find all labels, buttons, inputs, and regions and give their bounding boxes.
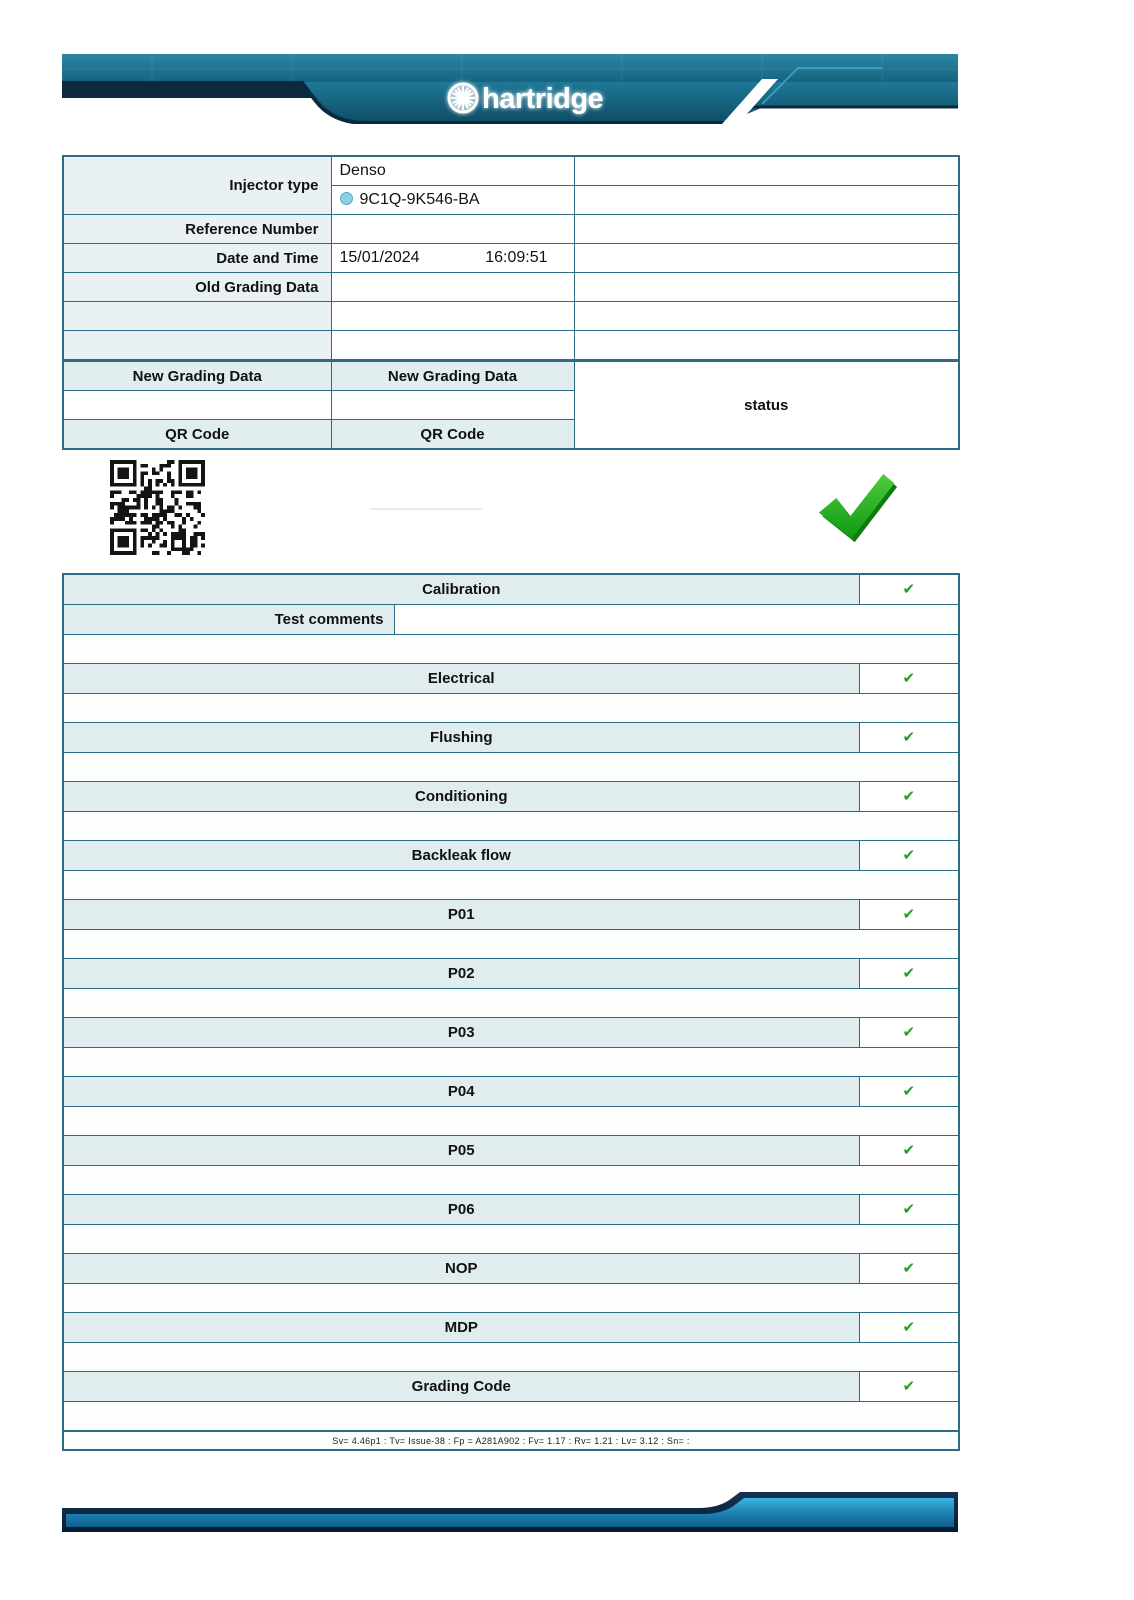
injector-code-value: 9C1Q-9K546-BA xyxy=(359,191,480,208)
status-pass-check-image xyxy=(806,470,898,548)
new-grading-data-label-2: New Grading Data xyxy=(331,361,574,391)
bullet-icon xyxy=(340,192,353,205)
test-comments-value xyxy=(394,605,959,635)
date-time-cell xyxy=(331,244,574,273)
check-icon: ✔ xyxy=(902,581,916,598)
section-check-cell xyxy=(859,1136,959,1166)
status-header-cell: status xyxy=(574,361,959,450)
check-icon: ✔ xyxy=(902,965,916,982)
spacer-row xyxy=(63,989,959,1018)
empty-cell xyxy=(574,215,959,244)
check-icon: ✔ xyxy=(902,1201,916,1218)
section-label: P02 xyxy=(63,959,859,989)
qr-code-label-1: QR Code xyxy=(63,420,331,450)
old-grading-data-label: Old Grading Data xyxy=(63,273,331,302)
check-icon: ✔ xyxy=(902,729,916,746)
spacer-row xyxy=(63,694,959,723)
empty-cell xyxy=(574,244,959,273)
old-grading-data-value xyxy=(331,273,574,302)
section-label: Calibration xyxy=(63,574,859,605)
section-check-cell xyxy=(859,959,959,989)
check-icon: ✔ xyxy=(902,906,916,923)
injector-make-value: Denso xyxy=(331,156,574,186)
spacer-row xyxy=(63,1402,959,1432)
section-label: Flushing xyxy=(63,723,859,753)
section-check-cell xyxy=(859,1195,959,1225)
date-time-label: Date and Time xyxy=(63,244,331,273)
version-info-text: Sv= 4.46p1 : Tv= Issue-38 : Fp = A281A902 : Fv= 1.17 : Rv= 1.21 : Lv= 3.12 : Sn= : xyxy=(63,1431,959,1450)
date-value: 15/01/2024 xyxy=(339,249,420,266)
empty-cell xyxy=(331,302,574,331)
check-icon: ✔ xyxy=(902,1319,916,1336)
spacer-row xyxy=(63,871,959,900)
results-table-body xyxy=(63,574,959,1450)
section-check-cell xyxy=(859,574,959,605)
new-grading-data-label-1: New Grading Data xyxy=(63,361,331,391)
check-icon: ✔ xyxy=(902,1260,916,1277)
injector-type-label: Injector type xyxy=(63,156,331,215)
check-icon: ✔ xyxy=(902,1142,916,1159)
qr-code-label-2: QR Code xyxy=(331,420,574,450)
check-icon: ✔ xyxy=(902,788,916,805)
section-check-cell xyxy=(859,900,959,930)
empty-cell xyxy=(574,331,959,361)
section-check-cell xyxy=(859,1254,959,1284)
header-banner xyxy=(62,52,958,124)
empty-cell xyxy=(331,391,574,420)
footer-banner xyxy=(62,1490,958,1540)
check-icon: ✔ xyxy=(902,847,916,864)
empty-label-cell xyxy=(63,302,331,331)
empty-cell xyxy=(574,186,959,215)
empty-cell xyxy=(574,302,959,331)
section-check-cell xyxy=(859,664,959,694)
section-check-cell xyxy=(859,723,959,753)
section-label: Electrical xyxy=(63,664,859,694)
section-check-cell xyxy=(859,782,959,812)
info-table xyxy=(62,155,960,450)
section-check-cell xyxy=(859,841,959,871)
empty-label-cell xyxy=(63,331,331,361)
spacer-row xyxy=(63,1343,959,1372)
check-icon: ✔ xyxy=(902,670,916,687)
spacer-row xyxy=(63,812,959,841)
spacer-row xyxy=(63,1166,959,1195)
empty-cell xyxy=(574,273,959,302)
spacer-row xyxy=(63,930,959,959)
section-label: NOP xyxy=(63,1254,859,1284)
section-label: P01 xyxy=(63,900,859,930)
wheel-icon xyxy=(449,84,477,112)
check-icon: ✔ xyxy=(902,1024,916,1041)
spacer-row xyxy=(63,635,959,664)
section-label: P04 xyxy=(63,1077,859,1107)
section-label: Conditioning xyxy=(63,782,859,812)
qr-code-image xyxy=(110,460,205,555)
check-icon: ✔ xyxy=(902,1378,916,1395)
section-label: Grading Code xyxy=(63,1372,859,1402)
section-label: MDP xyxy=(63,1313,859,1343)
empty-cell xyxy=(331,331,574,361)
results-table xyxy=(62,573,960,1451)
section-label: P03 xyxy=(63,1018,859,1048)
reference-number-label: Reference Number xyxy=(63,215,331,244)
section-check-cell xyxy=(859,1018,959,1048)
section-check-cell xyxy=(859,1077,959,1107)
section-label: Backleak flow xyxy=(63,841,859,871)
injector-code-cell xyxy=(331,186,574,215)
section-check-cell xyxy=(859,1372,959,1402)
logo-text: hartridge xyxy=(482,83,604,115)
spacer-row xyxy=(63,753,959,782)
check-mark xyxy=(819,474,894,538)
section-label: P05 xyxy=(63,1136,859,1166)
test-comments-label: Test comments xyxy=(63,605,394,635)
spacer-row xyxy=(63,1107,959,1136)
section-label: P06 xyxy=(63,1195,859,1225)
reference-number-value xyxy=(331,215,574,244)
empty-qr-placeholder-line xyxy=(370,508,482,510)
section-check-cell xyxy=(859,1313,959,1343)
spacer-row xyxy=(63,1048,959,1077)
empty-cell xyxy=(63,391,331,420)
spacer-row xyxy=(63,1284,959,1313)
check-icon: ✔ xyxy=(902,1083,916,1100)
empty-cell xyxy=(574,156,959,186)
spacer-row xyxy=(63,1225,959,1254)
hartridge-logo xyxy=(449,83,604,115)
time-value: 16:09:51 xyxy=(485,249,548,266)
